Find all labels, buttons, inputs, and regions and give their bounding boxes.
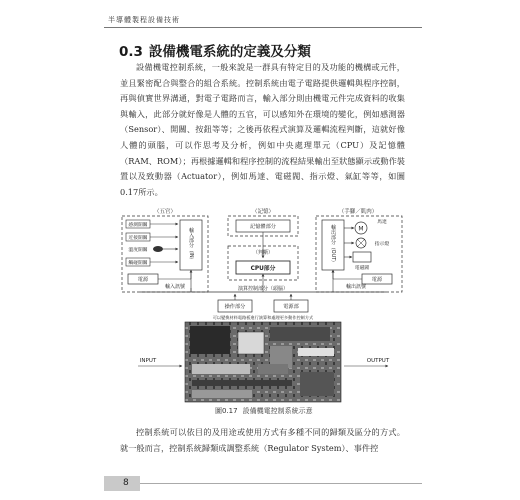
svg-text:感測開關: 感測開關 bbox=[128, 223, 148, 228]
output-group-label: （手腳／肌肉） bbox=[338, 209, 378, 215]
running-head: 半導體製程設備技術 bbox=[108, 16, 180, 24]
input-group-label: （五官） bbox=[153, 209, 177, 215]
page-number: 8 bbox=[123, 478, 129, 488]
input-signal-label: 輸入訊號 bbox=[164, 284, 186, 290]
figure-caption bbox=[215, 406, 313, 416]
input-device-3 bbox=[128, 246, 178, 253]
svg-text:馬達: 馬達 bbox=[377, 220, 387, 225]
output-box-label: 輸出部分（OUT） bbox=[330, 224, 336, 266]
input-box-label: 輸入部分（IN） bbox=[188, 227, 194, 263]
storage-box-label: 記憶體部分 bbox=[250, 224, 276, 230]
section-title-text: 設備機電系統的定義及分類 bbox=[148, 44, 311, 60]
compute-group-label: （判斷） bbox=[252, 250, 274, 256]
input-device-4 bbox=[126, 258, 178, 266]
output-motor bbox=[344, 218, 387, 234]
paragraph-text: 控制系統可以依目的及用途或使用方式有多種不同的歸類及區分的方式。就一般而言，控制系統歸類成調整系統（Regulator System）、事件控 bbox=[120, 427, 405, 453]
output-valve bbox=[344, 252, 371, 271]
circuit-board-photo bbox=[185, 322, 341, 402]
operator-label: 操作部分 bbox=[224, 304, 246, 310]
storage-group-label: （記憶） bbox=[251, 209, 275, 215]
header-rule bbox=[104, 27, 422, 28]
bus-label: 演算控制部分（頭腦） bbox=[237, 286, 289, 292]
input-side-label: INPUT bbox=[139, 358, 157, 364]
cpu-box-label: CPU部分 bbox=[250, 266, 276, 272]
block-diagram bbox=[120, 206, 406, 404]
svg-text:溫度開關: 溫度開關 bbox=[128, 248, 148, 253]
figure-control-system bbox=[120, 206, 406, 404]
footer-rule bbox=[140, 483, 422, 484]
output-side-label: OUTPUT bbox=[366, 358, 390, 364]
input-device-2 bbox=[126, 233, 178, 241]
svg-text:近接開關: 近接開關 bbox=[128, 236, 148, 241]
power-right-label: 電源 bbox=[371, 277, 383, 283]
svg-text:電磁閥: 電磁閥 bbox=[354, 266, 370, 271]
svg-text:M: M bbox=[358, 225, 364, 233]
body-paragraph-1 bbox=[120, 60, 405, 200]
power-left-label: 電源 bbox=[137, 277, 149, 283]
section-title bbox=[119, 40, 311, 60]
section-number: 0.3 bbox=[119, 44, 143, 60]
figure-caption-text: 設備機電控制系統示意 bbox=[242, 407, 313, 415]
output-lamp bbox=[344, 238, 389, 248]
board-caption: 可以變換材料電路板進行演算和處理更多動作控制方式 bbox=[212, 315, 314, 320]
svg-text:指示燈: 指示燈 bbox=[374, 242, 390, 247]
input-device-1 bbox=[126, 220, 178, 228]
output-signal-label: 輸出訊號 bbox=[345, 284, 367, 290]
page-number-tab bbox=[104, 476, 140, 491]
svg-text:觸碰開關: 觸碰開關 bbox=[128, 261, 148, 266]
power-supply-label: 電源部 bbox=[283, 304, 299, 310]
figure-number: 圖0.17 bbox=[215, 407, 238, 415]
paragraph-text: 設備機電控制系統，一般來說是一群具有特定目的及功能的機構或元件，並且緊密配合與整合的組合系統。控制系統由電子電路提供邏輯與程序控制，再與偵實世界溝通，對電子電路而言，輸入部分則由機電元件完成資料的收集與輸入，此部分就好像是人體的五官，可以感知外在環境的變化，例如感測器（Sensor）、開關、按鈕等等；之後再依程式演算及邏輯流程判斷，這就好像人體的頭腦，可以作思考及分析，例如中央處理單元（CPU）及記憶體（RAM、ROM）；再根據邏輯和程序控制的流程結果輸出至狀態顯示或動作裝置以及致動器（Actuator），例如馬達、電磁閥、指示燈、氣缸等等，如圖0.17所示。 bbox=[120, 62, 405, 197]
body-paragraph-2 bbox=[120, 425, 405, 456]
